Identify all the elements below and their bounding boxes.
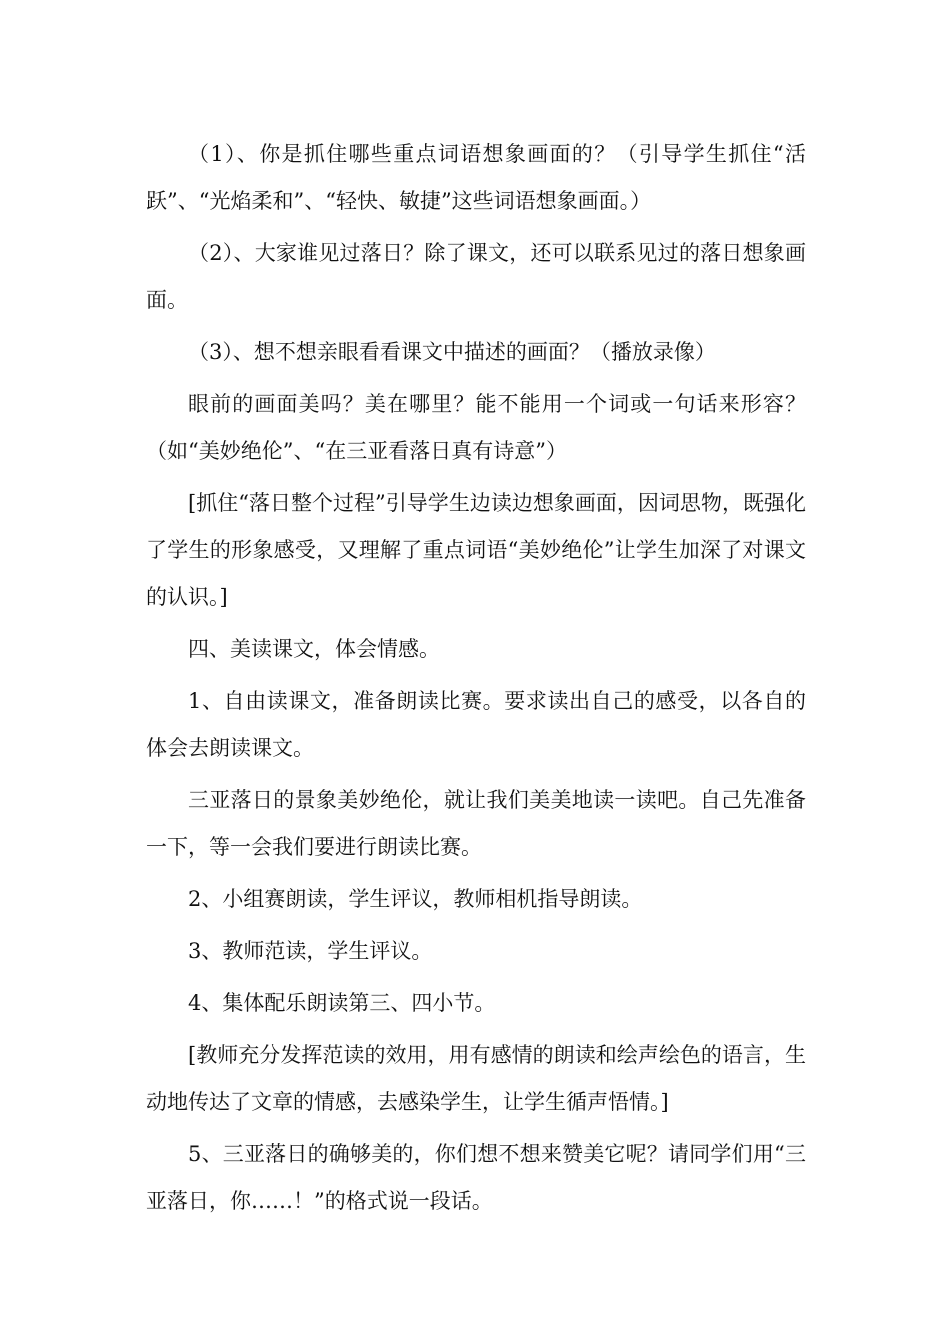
- paragraph-commentary-1: [抓住“落日整个过程”引导学生边读边想象画面，因词思物，既强化了学生的形象感受，又理解了重点词语“美妙绝伦”让学生加深了对课文的认识。]: [146, 491, 806, 609]
- document-body: [146, 131, 806, 1230]
- paragraph-image-discussion: 眼前的画面美吗？美在哪里？能不能用一个词或一句话来形容？（如“美妙绝伦”、“在三亚看落日真有诗意”）: [146, 392, 806, 463]
- paragraph-step-3: 3、教师范读，学生评议。: [188, 939, 433, 963]
- section-heading-4: 四、美读课文，体会情感。: [188, 637, 440, 661]
- paragraph-question-1: （1）、你是抓住哪些重点词语想象画面的？（引导学生抓住“活跃”、“光焰柔和”、“轻快、敏捷”这些词语想象画面。）: [146, 142, 806, 213]
- paragraph-question-2: （2）、大家谁见过落日？除了课文，还可以联系见过的落日想象画面。: [146, 241, 806, 312]
- paragraph-step-2: 2、小组赛朗读，学生评议，教师相机指导朗读。: [188, 887, 643, 911]
- paragraph-step-1-detail: 三亚落日的景象美妙绝伦，就让我们美美地读一读吧。自己先准备一下，等一会我们要进行朗读比赛。: [146, 788, 806, 859]
- paragraph-step-5: 5、三亚落日的确够美的，你们想不想来赞美它呢？请同学们用“三亚落日，你……！”的格式说一段话。: [146, 1142, 806, 1213]
- paragraph-step-1: 1、自由读课文，准备朗读比赛。要求读出自己的感受，以各自的体会去朗读课文。: [146, 689, 806, 760]
- paragraph-question-3: （3）、想不想亲眼看看课文中描述的画面？（播放录像）: [188, 340, 716, 364]
- paragraph-commentary-2: [教师充分发挥范读的效用，用有感情的朗读和绘声绘色的语言，生动地传达了文章的情感，去感染学生，让学生循声悟情。]: [146, 1043, 806, 1114]
- paragraph-step-4: 4、集体配乐朗读第三、四小节。: [188, 991, 496, 1015]
